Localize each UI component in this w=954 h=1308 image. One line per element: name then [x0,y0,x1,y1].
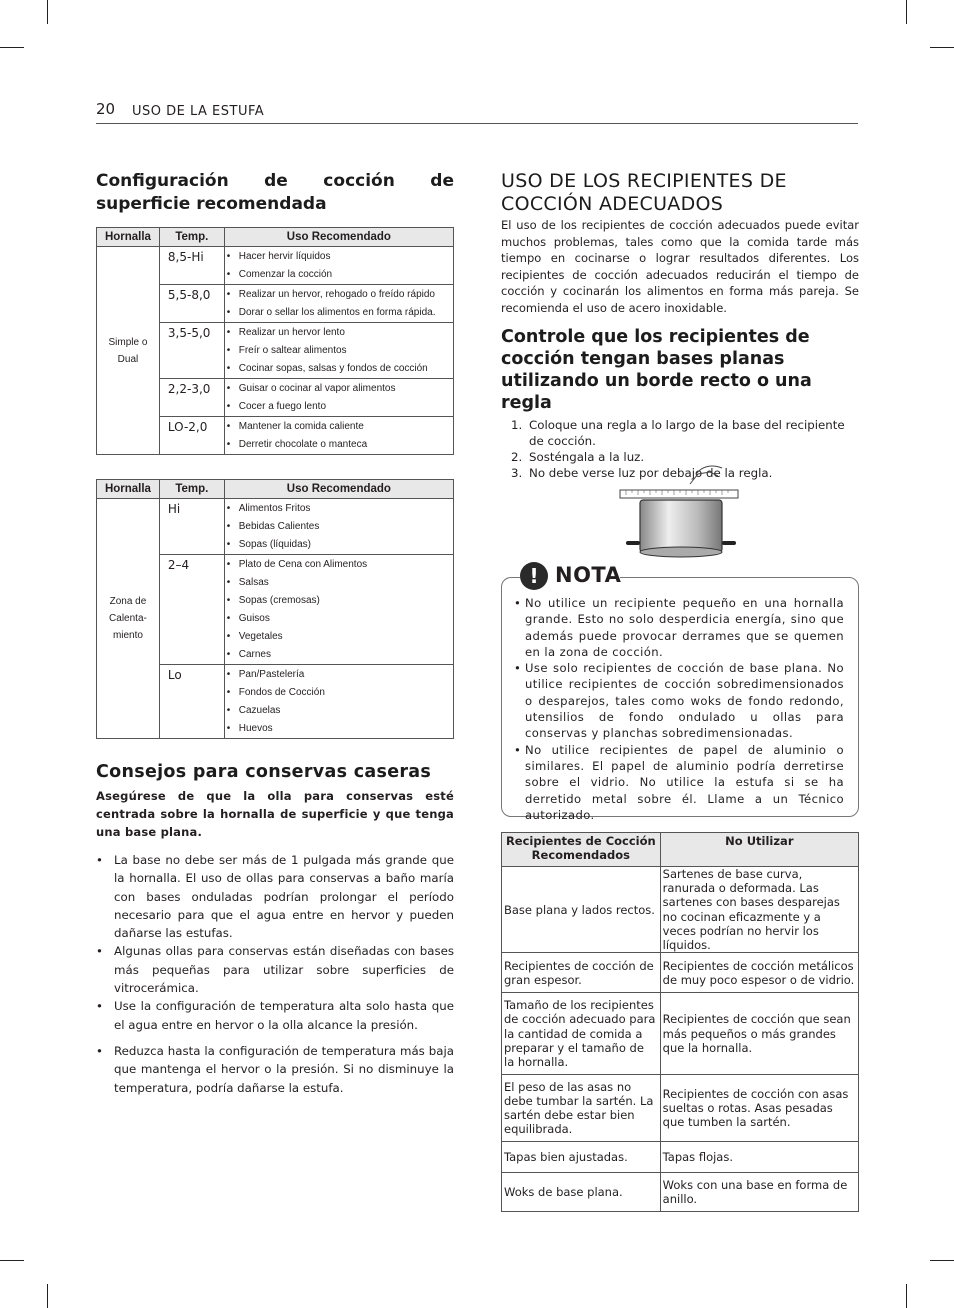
table-cell: Recipientes de cocción que sean más pequeños o más grandes que la hornalla. [660,993,858,1075]
list-item: • Plato de Cena con Alimentos [225,556,453,574]
col-header-uso: Uso Recomendado [224,480,453,499]
table-row [502,1142,859,1173]
temp-cell: LO-2,0 [159,417,224,455]
uso-cell [224,285,453,323]
left-column [96,170,454,1097]
temp-cell: 5,5-8,0 [159,285,224,323]
warning-icon: ! [520,562,548,590]
section-title-canning: Consejos para conservas caseras [96,762,432,782]
hornalla-label: Zona de [109,596,147,607]
list-item: • Derretir chocolate o manteca [225,436,453,454]
crop-mark [906,1284,907,1308]
crop-mark [0,1260,24,1261]
temp-cell: Hi [159,499,224,555]
uso-cell [224,555,453,665]
table-cell: Base plana y lados rectos. [502,867,661,953]
temp-cell: Lo [159,665,224,739]
warming-zone-table [96,479,454,739]
list-item: • No utilice recipientes de papel de aluminio o similares. El papel de aluminio podría derretirse sobre el vidrio. No utilice la estufa si se ha derretido metal sobre él. Llame a un Técnico autorizado. [514,742,844,823]
list-item: • Sopas (líquidas) [225,536,453,554]
hornalla-label: miento [112,630,143,641]
table-row [502,867,859,953]
col-header-hornalla: Hornalla [97,228,160,247]
page-number: 20 [96,100,116,118]
list-item: • Pan/Pastelería [225,666,453,684]
table-cell: Woks de base plana. [502,1173,661,1212]
list-item: • Cocer a fuego lento [225,398,453,416]
canning-lead: Asegúrese de que la olla para conservas esté centrada sobre la hornalla de superficie y que tenga una base plana. [96,789,454,839]
temp-cell: 2–4 [159,555,224,665]
list-item: • Use solo recipientes de cocción de base plana. No utilice recipientes de cocción sobredimensionados o desparejos, tales como woks de fondo redondo, utensilios de fondo ondulado u ollas para conservas y planchas sobredimensionadas. [514,660,844,741]
table-row [97,499,454,555]
list-item: • Cocinar sopas, salsas y fondos de cocción [225,360,453,378]
list-item: • Guisos [225,610,453,628]
list-item: • Alimentos Fritos [225,500,453,518]
uso-cell [224,665,453,739]
cookware-intro: El uso de los recipientes de cocción adecuados puede evitar muchos problemas, tales como que la comida tarde más tiempo en cocinarse o lograr resultados diferentes. Los recipientes de cocción adecuados reducirán el tiempo de cocción y cocinarán los alimentos en forma más pareja. Se recomienda el uso de acero inoxidable. [501,218,859,315]
list-item: • La base no debe ser más de 1 pulgada más grande que la hornalla. El uso de ollas para conservas a baño maría con bases onduladas podrían prolongar el período necesario para que el agua entre en hervor y pueden dañarse las estufas. [96,851,454,942]
uso-cell [224,379,453,417]
crop-mark [0,47,24,48]
list-item: 3. No debe verse luz por debajo de la regla. [511,466,773,480]
uso-cell [224,247,453,285]
recommended-settings-table [96,227,454,455]
table-row [502,953,859,993]
cookware-table [501,832,859,1212]
hornalla-label: Dual [117,353,139,365]
table-cell: El peso de las asas no debe tumbar la sartén. La sartén debe estar bien equilibrada. [502,1075,661,1142]
list-item: • Reduzca hasta la configuración de temperatura más baja que mantenga el hervor o la presión. Si no disminuye la temperatura, podría dañarse la estufa. [96,1042,454,1097]
table-cell: Sartenes de base curva, ranurada o deformada. Las sartenes con bases desparejas no cocinan eficazmente y a veces podrían no hervir los líquidos. [660,867,858,953]
list-item: • Realizar un hervor lento [225,324,453,342]
col-header-recommended: Recipientes de Cocción Recomendados [502,833,661,867]
table-cell: Recipientes de cocción de gran espesor. [502,953,661,993]
table-cell: Tapas flojas. [660,1142,858,1173]
list-item: • Dorar o sellar los alimentos en forma rápida. [225,304,453,322]
col-header-not-use: No Utilizar [660,833,858,867]
list-item: • Bebidas Calientes [225,518,453,536]
col-header-temp: Temp. [159,228,224,247]
canning-tips-list [96,851,454,1097]
col-header-uso: Uso Recomendado [224,228,453,247]
crop-mark [930,47,954,48]
list-item: • Mantener la comida caliente [225,418,453,436]
note-title: NOTA [555,563,622,587]
list-item: • Realizar un hervor, rehogado o freído rápido [225,286,453,304]
list-item: • Cazuelas [225,702,453,720]
table-cell: Woks con una base en forma de anillo. [660,1173,858,1212]
table-row [502,1173,859,1212]
table-cell: Recipientes de cocción metálicos de muy poco espesor o de vidrio. [660,953,858,993]
page-header [96,100,858,124]
hornalla-cell [97,247,160,455]
hornalla-cell [97,499,160,739]
list-item: • Salsas [225,574,453,592]
pot-ruler-illustration [618,462,742,564]
list-item: • Algunas ollas para conservas están diseñadas con bases más pequeñas para utilizar sobre superficies de vitrocerámica. [96,942,454,997]
temp-cell: 3,5-5,0 [159,323,224,379]
temp-cell: 8,5-Hi [159,247,224,285]
right-column [501,170,859,481]
list-item: • Fondos de Cocción [225,684,453,702]
section-title-flat-base: Controle que los recipientes de cocción tengan bases planas utilizando un borde recto o una regla [501,327,812,413]
hornalla-label: Simple o [108,336,148,348]
table-cell: Tapas bien ajustadas. [502,1142,661,1173]
crop-mark [47,1284,48,1308]
crop-mark [47,0,48,24]
table-cell: Recipientes de cocción con asas sueltas o rotas. Asas pesadas que tumben la sartén. [660,1075,858,1142]
temp-cell: 2,2-3,0 [159,379,224,417]
section-title-config: Configuración de cocción de superficie recomendada [96,171,454,214]
uso-cell [224,323,453,379]
hornalla-label: Calenta- [109,613,147,624]
table-row [97,247,454,285]
list-item: • Hacer hervir líquidos [225,248,453,266]
list-item: 2. Sosténgala a la luz. [511,450,645,464]
crop-mark [906,0,907,24]
crop-mark [930,1260,954,1261]
list-item: • Vegetales [225,628,453,646]
table-row [502,993,859,1075]
note-list [514,595,844,823]
uso-cell [224,499,453,555]
section-title-cookware: USO DE LOS RECIPIENTES DE COCCIÓN ADECUADOS [501,170,787,215]
list-item: • Guisar o cocinar al vapor alimentos [225,380,453,398]
col-header-hornalla: Hornalla [97,480,160,499]
list-item: • Sopas (cremosas) [225,592,453,610]
note-header [520,562,620,592]
section-name: USO DE LA ESTUFA [132,104,265,119]
uso-cell [224,417,453,455]
table-row [502,1075,859,1142]
table-cell: Tamaño de los recipientes de cocción adecuado para la cantidad de comida a preparar y el tamaño de la hornalla. [502,993,661,1075]
list-item: • No utilice un recipiente pequeño en una hornalla grande. Esto no solo desperdicia energía, sino que además puede provocar derrames que se quemen en la zona de cocción. [514,595,844,660]
list-item: • Comenzar la cocción [225,266,453,284]
list-item: • Huevos [225,720,453,738]
list-item: 1. Coloque una regla a lo largo de la base del recipiente de cocción. [511,418,845,448]
list-item: • Carnes [225,646,453,664]
list-item: • Freír o saltear alimentos [225,342,453,360]
col-header-temp: Temp. [159,480,224,499]
list-item: • Use la configuración de temperatura alta solo hasta que el agua entre en hervor o la olla alcance la presión. [96,997,454,1034]
